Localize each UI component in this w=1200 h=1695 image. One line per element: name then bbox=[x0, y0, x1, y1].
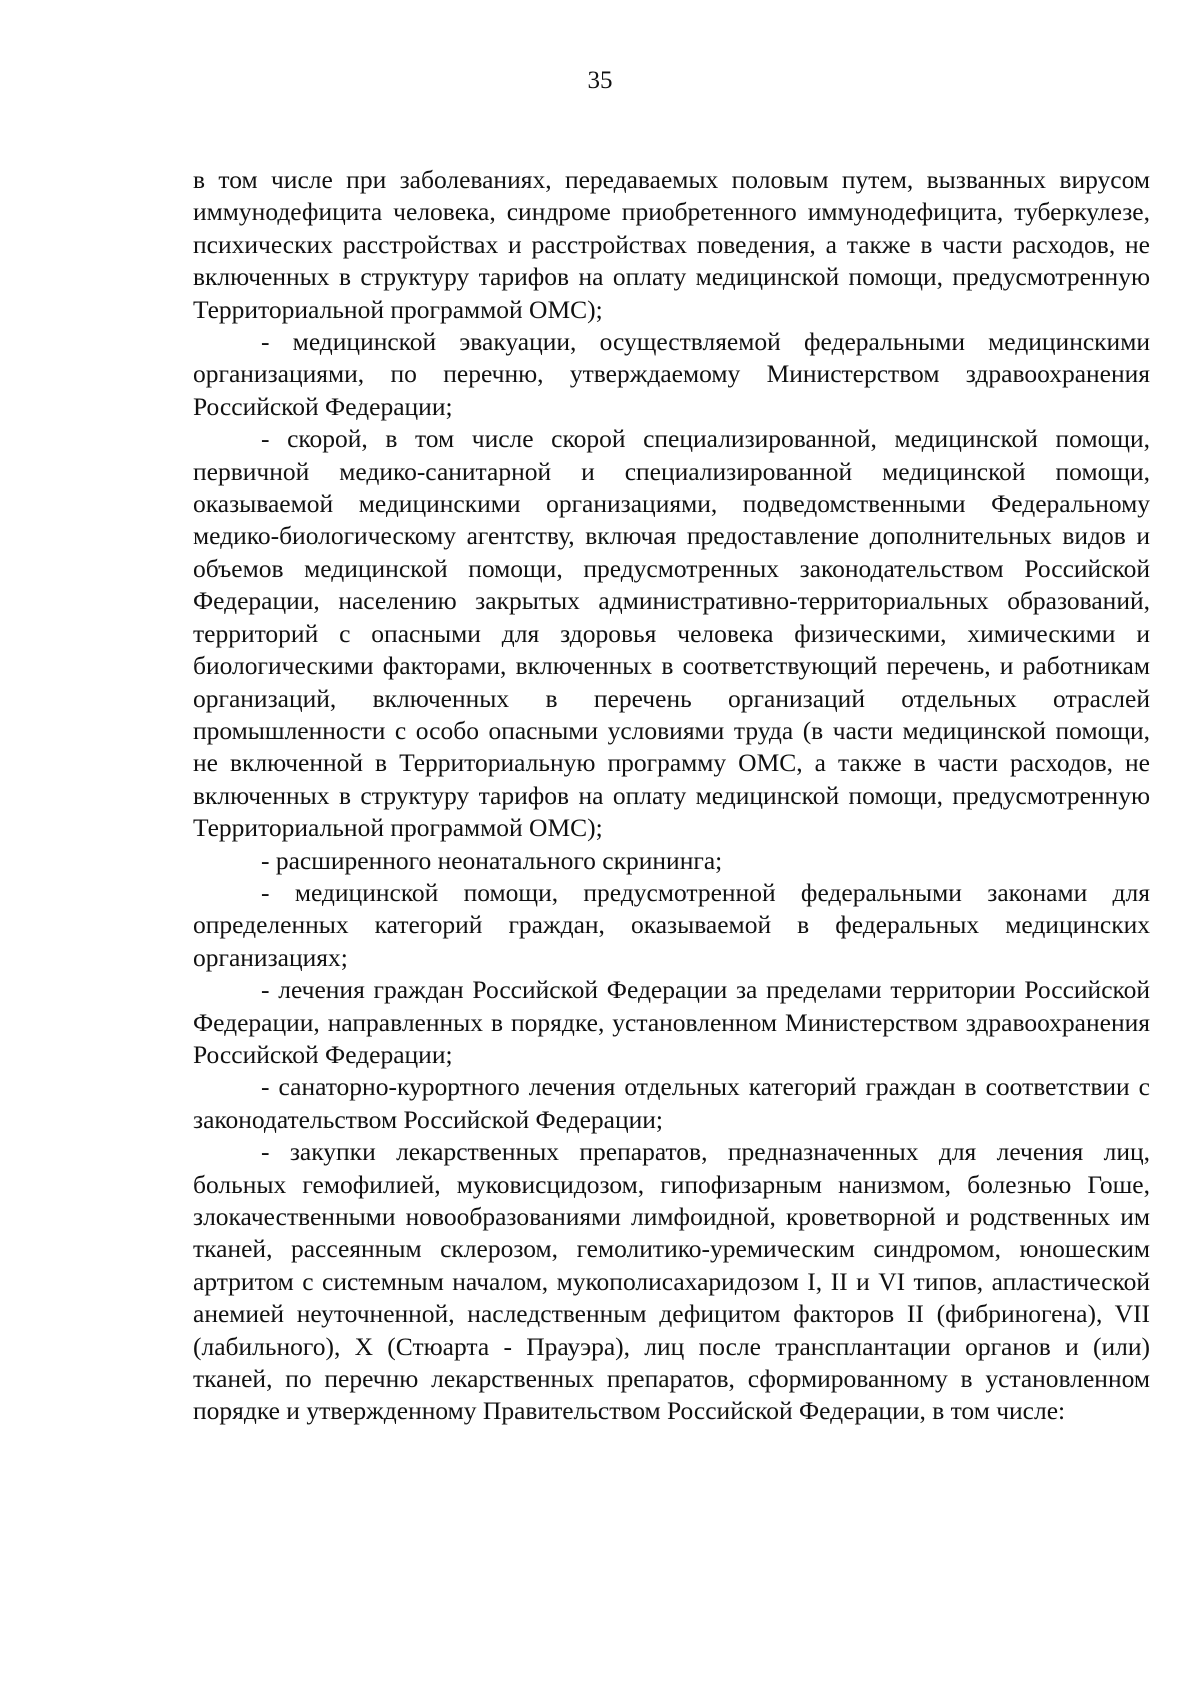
paragraph-sanatorium-treatment: - санаторно-курортного лечения отдельных категорий граждан в соответствии с законодательством Российской Федерации; bbox=[193, 1072, 1150, 1134]
paragraph-emergency-care: - скорой, в том числе скорой специализированной, медицинской помощи, первичной медико-санитарной и специализированной медицинской помощи, оказываемой медицинскими организациями, подведомственными Федеральному медико-биологическому агентству, включая предоставление дополнительных видов и объемов медицинской помощи, предусмотренных законодательством Российской Федерации, населению закрытых административно-территориальных образований, территорий с опасными для здоровья человека физическими, химическими и биологическими факторами, включенных в соответствующий перечень, и работникам организаций, включенных в перечень организаций отдельных отраслей промышленности с особо опасными условиями труда (в части медицинской помощи, не включенной в Территориальную программу ОМС, а также в части расходов, не включенных в структуру тарифов на оплату медицинской помощи, предусмотренную Территориальной программой ОМС); bbox=[193, 424, 1150, 843]
paragraph-drug-procurement: - закупки лекарственных препаратов, предназначенных для лечения лиц, больных гемофилией, муковисцидозом, гипофизарным нанизмом, болезнью Гоше, злокачественными новообразованиями лимфоидной, кроветворной и родственных им тканей, рассеянным склерозом, гемолитико-уремическим синдромом, юношеским артритом с системным началом, мукополисахаридозом I, II и VI типов, апластической анемией неуточненной, наследственным дефицитом факторов II (фибриногена), VII (лабильного), X (Стюарта - Прауэра), лиц после трансплантации органов и (или) тканей, по перечню лекарственных препаратов, сформированному в установленном порядке и утвержденному Правительством Российской Федерации, в том числе: bbox=[193, 1137, 1150, 1426]
paragraph-federal-laws-care: - медицинской помощи, предусмотренной федеральными законами для определенных категорий граждан, оказываемой в федеральных медицинских организациях; bbox=[193, 877, 1150, 972]
paragraph-medical-evacuation: - медицинской эвакуации, осуществляемой федеральными медицинскими организациями, по перечню, утверждаемому Министерством здравоохранения Российской Федерации; bbox=[193, 327, 1150, 421]
paragraph-treatment-abroad: - лечения граждан Российской Федерации за пределами территории Российской Федерации, направленных в порядке, установленном Министерством здравоохранения Российской Федерации; bbox=[193, 975, 1150, 1069]
paragraph-continuation: в том числе при заболеваниях, передаваемых половым путем, вызванных вирусом иммунодефицита человека, синдроме приобретенного иммунодефицита, туберкулезе, психических расстройствах и расстройствах поведения, а также в части расходов, не включенных в структуру тарифов на оплату медицинской помощи, предусмотренную Территориальной программой ОМС); bbox=[193, 165, 1150, 324]
document-body bbox=[193, 164, 1150, 1428]
page-number: 35 bbox=[587, 67, 613, 94]
paragraph-neonatal-screening: - расширенного неонатального скрининга; bbox=[261, 845, 723, 875]
